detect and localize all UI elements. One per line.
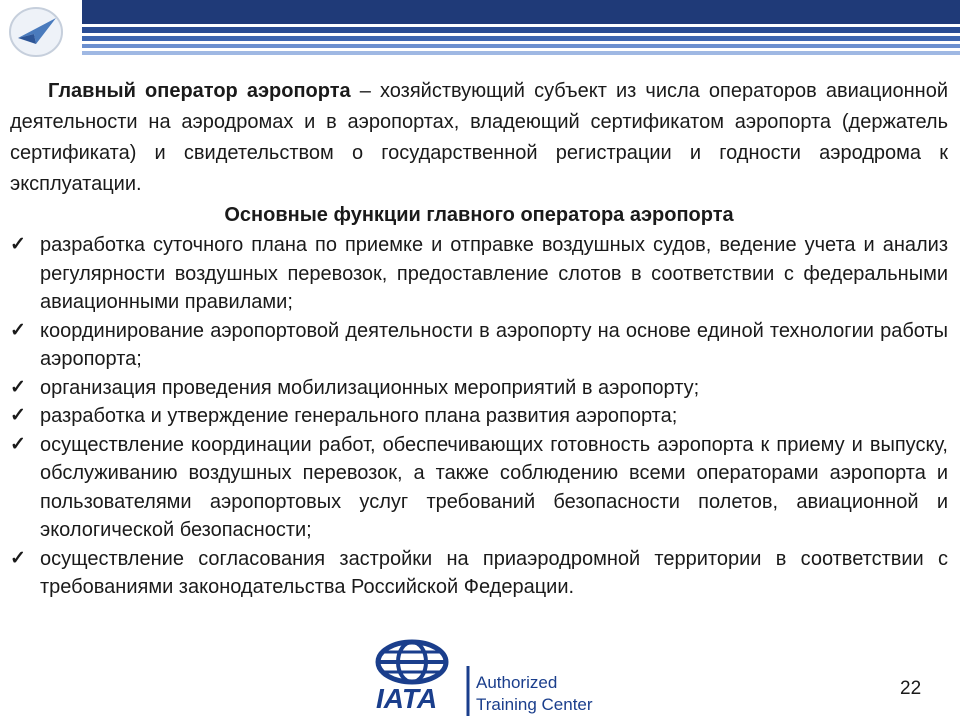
header-stripes — [82, 0, 960, 62]
slide-header — [0, 0, 960, 62]
check-icon: ✓ — [10, 234, 26, 255]
airplane-logo-icon — [6, 4, 70, 60]
check-icon: ✓ — [10, 405, 26, 426]
iata-globe-icon — [378, 642, 446, 682]
definition-paragraph — [10, 76, 948, 200]
list-item: ✓ организация проведения мобилизационных мероприятий в аэропорту; — [10, 374, 948, 403]
slide-body — [10, 76, 948, 602]
list-item: ✓ осуществление согласования застройки на приаэродромной территории в соответствии с требованиями законодательства Российской Федерации. — [10, 545, 948, 602]
functions-list — [10, 231, 948, 602]
iata-atc-logo — [370, 640, 593, 718]
list-item: ✓ разработка и утверждение генерального плана развития аэропорта; — [10, 402, 948, 431]
page-number: 22 — [900, 678, 922, 699]
list-item: ✓ осуществление координации работ, обеспечивающих готовность аэропорта к приему и выпуску, обслуживанию воздушных перевозок, а также соблюдению всеми операторами аэропорта и пользователями аэропортовых услуг требований безопасности полетов, авиационной и экологической безопасности; — [10, 431, 948, 545]
check-icon: ✓ — [10, 376, 26, 398]
iata-wordmark: IATA — [376, 683, 438, 714]
check-icon: ✓ — [10, 319, 26, 341]
definition-term: Главный оператор аэропорта — [48, 80, 351, 102]
iata-line1: Authorized — [476, 673, 558, 692]
definition-text: – хозяйствующий субъект из числа операторов авиационной деятельности на аэродромах и в аэропортах, владеющий сертификатом аэропорта (держатель сертификата) и свидетельством о государственной регистрации и годности аэродрома к эксплуатации. — [10, 80, 949, 195]
check-icon: ✓ — [10, 547, 26, 569]
functions-heading: Основные функции главного оператора аэропорта — [224, 204, 734, 226]
list-item: ✓ координирование аэропортовой деятельности в аэропорту на основе единой технологии работы аэропорта; — [10, 317, 948, 374]
list-item: ✓ разработка суточного плана по приемке и отправке воздушных судов, ведение учета и анализ регулярности воздушных перевозок, предоставление слотов в соответствии с федеральными авиационными правилами; — [10, 231, 948, 317]
iata-line2: Training Center — [476, 695, 593, 714]
check-icon: ✓ — [10, 433, 26, 455]
